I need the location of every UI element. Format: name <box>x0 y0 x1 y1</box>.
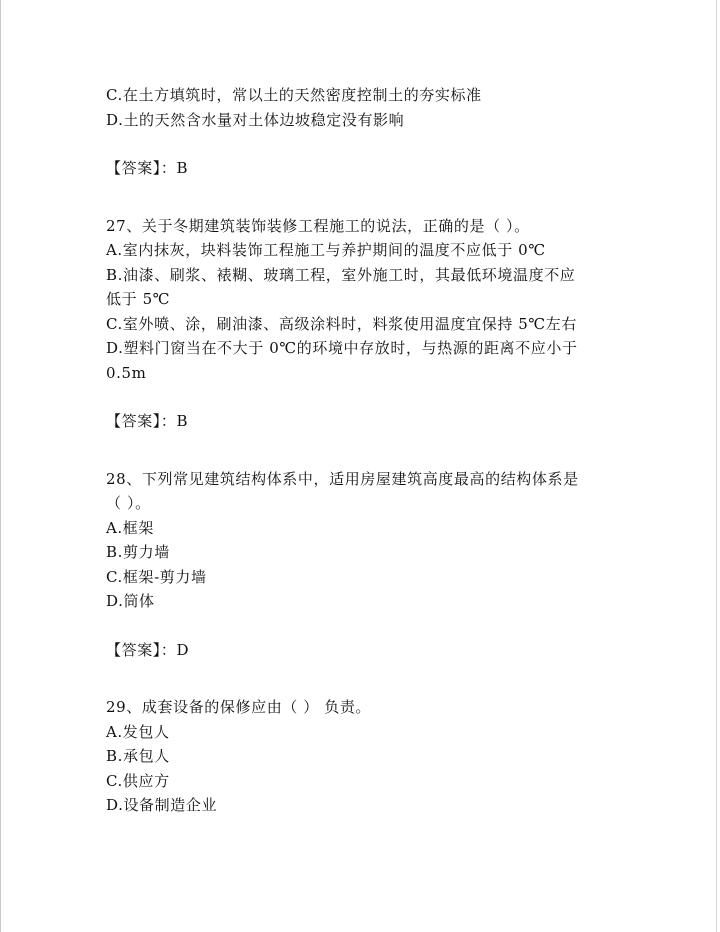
question-27 <box>106 214 606 434</box>
answer-line: 【答案】：D <box>106 640 190 659</box>
option-d: D.土的天然含水量对土体边坡稳定没有影响 <box>106 110 405 129</box>
option-b: B.油漆、刷浆、裱糊、玻璃工程，室外施工时，其最低环境温度不应 <box>106 265 576 284</box>
option-d: D.塑料门窗当在不大于 0℃的环境中存放时，与热源的距离不应小于 <box>106 339 578 357</box>
question-stem: 27、关于冬期建筑装饰装修工程施工的说法，正确的是（ ）。 <box>106 216 530 235</box>
page-border-left <box>0 0 1 932</box>
option-b: B.剪力墙 <box>106 543 170 561</box>
question-29 <box>106 695 606 818</box>
option-b-continued: 低于 5℃ <box>106 290 171 308</box>
option-b: B.承包人 <box>106 747 170 765</box>
option-d: D.设备制造企业 <box>106 796 218 814</box>
question-28 <box>106 467 606 663</box>
option-a: A.发包人 <box>106 722 170 741</box>
option-c: C.在土方填筑时，常以土的天然密度控制土的夯实标准 <box>106 86 482 104</box>
answer-line: 【答案】：B <box>106 412 189 430</box>
option-c: C.供应方 <box>106 771 170 790</box>
option-c: C.室外喷、涂，刷油漆、高级涂料时，料浆使用温度宜保持 5℃左右 <box>106 314 578 333</box>
document-content <box>106 83 606 818</box>
option-a: A.室内抹灰，块料装饰工程施工与养护期间的温度不应低于 0℃ <box>106 241 546 259</box>
answer-line: 【答案】：B <box>106 159 189 177</box>
page-border-right <box>716 0 717 932</box>
question-stem-continued: （ ）。 <box>106 494 151 512</box>
option-c: C.框架-剪力墙 <box>106 567 207 586</box>
question-stem: 28、下列常见建筑结构体系中，适用房屋建筑高度最高的结构体系是 <box>106 469 579 488</box>
option-d: D.筒体 <box>106 592 155 610</box>
option-d-continued: 0.5m <box>106 363 147 382</box>
option-a: A.框架 <box>106 518 155 537</box>
question-stem: 29、成套设备的保修应由（ ） 负责。 <box>106 698 372 716</box>
question-26-tail <box>106 83 606 181</box>
